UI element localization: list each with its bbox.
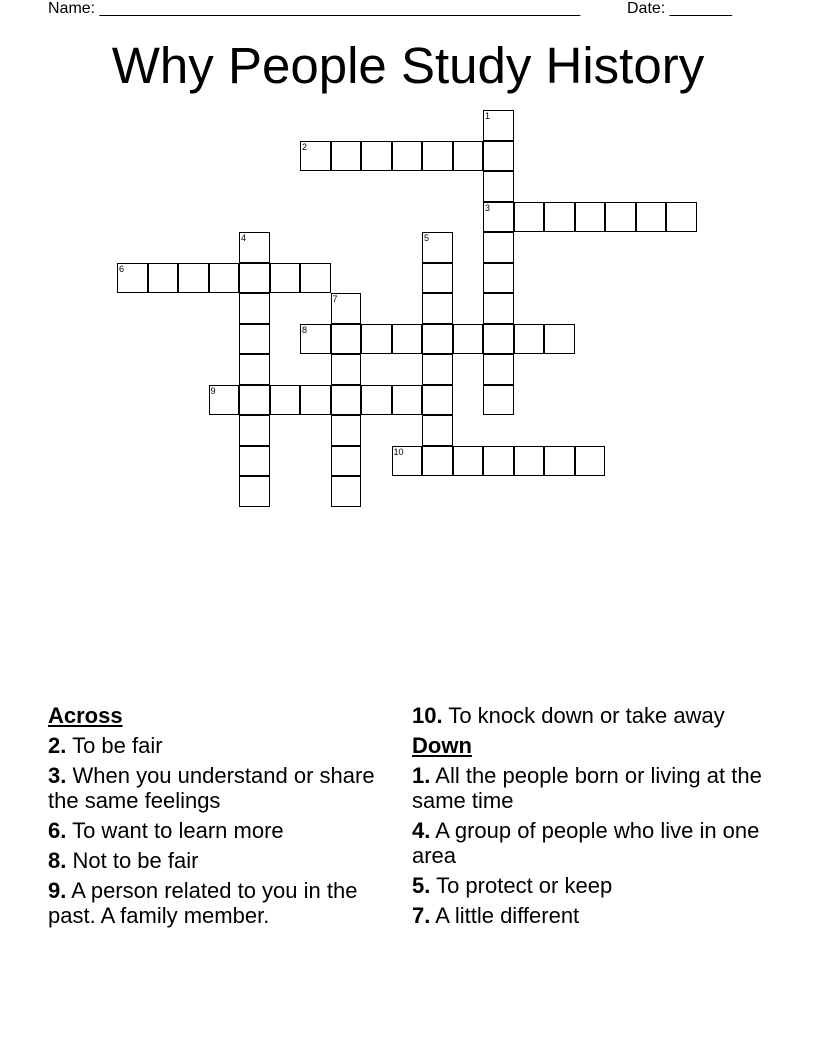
crossword-cell[interactable] — [483, 324, 514, 355]
crossword-cell[interactable] — [239, 446, 270, 477]
crossword-cell[interactable] — [331, 476, 362, 507]
clue-text: To be fair — [72, 733, 163, 758]
crossword-cell[interactable] — [209, 385, 240, 416]
clue-number: 9. — [48, 878, 67, 903]
cell-number: 8 — [302, 324, 308, 335]
page-title: Why People Study History — [111, 37, 705, 94]
across-clue-9 — [48, 878, 393, 928]
clue-text: To want to learn more — [72, 818, 284, 843]
clue-number: 6. — [48, 818, 67, 843]
crossword-cell[interactable] — [361, 385, 392, 416]
crossword-cell[interactable] — [483, 385, 514, 416]
clue-text: When you understand or share the same feelings — [48, 763, 375, 813]
clue-text: To knock down or take away — [448, 703, 725, 728]
clue-number: 7. — [412, 903, 431, 928]
date-line[interactable]: Date: _______ — [627, 0, 732, 17]
crossword-cell[interactable] — [483, 232, 514, 263]
crossword-cell[interactable] — [392, 324, 423, 355]
crossword-cell[interactable] — [392, 141, 423, 172]
cell-number: 4 — [241, 233, 247, 243]
crossword-cell[interactable] — [514, 324, 545, 355]
clue-text: A little different — [435, 903, 580, 928]
crossword-cell[interactable] — [209, 263, 240, 294]
down-heading: Down — [412, 733, 472, 758]
crossword-cell[interactable] — [422, 446, 453, 477]
crossword-cell[interactable] — [239, 385, 270, 416]
crossword-cell[interactable] — [239, 324, 270, 355]
clue-number: 10. — [412, 703, 443, 728]
crossword-cell[interactable] — [544, 324, 575, 355]
clue-text: To protect or keep — [436, 873, 613, 898]
crossword-cell[interactable] — [148, 263, 179, 294]
clue-text: A group of people who live in one area — [412, 818, 760, 868]
crossword-cell[interactable] — [422, 293, 453, 324]
cell-number: 5 — [424, 233, 430, 243]
crossword-cell[interactable] — [300, 141, 331, 172]
crossword-cell[interactable] — [483, 263, 514, 294]
cell-number: 10 — [393, 446, 404, 457]
cell-number: 9 — [210, 385, 216, 396]
across-clue-3 — [48, 763, 393, 813]
crossword-cell[interactable] — [239, 354, 270, 385]
down-clue-1 — [412, 763, 762, 813]
crossword-cell[interactable] — [575, 446, 606, 477]
clues-column-left — [48, 703, 393, 928]
crossword-cell[interactable] — [483, 110, 514, 141]
crossword-cell[interactable] — [636, 202, 667, 233]
crossword-cell[interactable] — [300, 263, 331, 294]
clue-number: 8. — [48, 848, 67, 873]
crossword-cell[interactable] — [422, 415, 453, 446]
clue-text: All the people born or living at the same time — [412, 763, 762, 813]
across-clue-10 — [412, 703, 762, 728]
crossword-cell[interactable] — [392, 385, 423, 416]
across-heading: Across — [48, 703, 123, 728]
crossword-cell[interactable] — [453, 141, 484, 172]
clue-number: 5. — [412, 873, 431, 898]
crossword-cell[interactable] — [422, 385, 453, 416]
across-clue-8 — [48, 848, 393, 873]
clue-number: 3. — [48, 763, 67, 788]
clue-number: 1. — [412, 763, 431, 788]
crossword-cell[interactable] — [361, 324, 392, 355]
crossword-cell[interactable] — [270, 263, 301, 294]
crossword-cell[interactable] — [422, 232, 453, 263]
clue-text: Not to be fair — [72, 848, 199, 873]
crossword-cell[interactable] — [483, 141, 514, 172]
down-clue-5 — [412, 873, 762, 898]
crossword-cell[interactable] — [239, 232, 270, 263]
crossword-cell[interactable] — [422, 354, 453, 385]
crossword-cell[interactable] — [483, 171, 514, 202]
crossword-cell[interactable] — [575, 202, 606, 233]
clues-column-right — [412, 703, 762, 928]
cell-number: 3 — [485, 202, 491, 213]
down-clue-4 — [412, 818, 762, 868]
crossword-cell[interactable] — [331, 324, 362, 355]
crossword-cell[interactable] — [544, 202, 575, 233]
name-line[interactable]: Name: ______________________________________________________ — [48, 0, 581, 17]
across-clue-6 — [48, 818, 393, 843]
crossword-cell[interactable] — [453, 324, 484, 355]
crossword-cell[interactable] — [331, 385, 362, 416]
crossword-cell[interactable] — [544, 446, 575, 477]
clue-text: A person related to you in the past. A family member. — [48, 878, 358, 928]
crossword-cell[interactable] — [331, 293, 362, 324]
crossword-cell[interactable] — [300, 324, 331, 355]
cell-number: 7 — [332, 294, 338, 304]
crossword-cell[interactable] — [300, 385, 331, 416]
down-clue-7 — [412, 903, 762, 928]
crossword-cell[interactable] — [422, 141, 453, 172]
crossword-cell[interactable] — [331, 141, 362, 172]
crossword-cell[interactable] — [239, 263, 270, 294]
crossword-cell[interactable] — [331, 354, 362, 385]
crossword-cell[interactable] — [239, 415, 270, 446]
crossword-cell[interactable] — [514, 202, 545, 233]
cell-number: 1 — [485, 111, 491, 121]
crossword-cell[interactable] — [422, 263, 453, 294]
cell-number: 2 — [302, 141, 308, 152]
clue-number: 2. — [48, 733, 67, 758]
crossword-cell[interactable] — [331, 446, 362, 477]
crossword-cell[interactable] — [117, 263, 148, 294]
crossword-cell[interactable] — [514, 446, 545, 477]
across-clue-2 — [48, 733, 393, 758]
crossword-cell[interactable] — [422, 324, 453, 355]
crossword-cell[interactable] — [453, 446, 484, 477]
cell-number: 6 — [119, 263, 125, 274]
crossword-cell[interactable] — [483, 354, 514, 385]
crossword-cell[interactable] — [483, 293, 514, 324]
crossword-cell[interactable] — [239, 476, 270, 507]
clue-number: 4. — [412, 818, 431, 843]
crossword-cell[interactable] — [361, 141, 392, 172]
crossword-cell[interactable] — [270, 385, 301, 416]
crossword-cell[interactable] — [392, 446, 423, 477]
crossword-cell[interactable] — [483, 202, 514, 233]
crossword-cell[interactable] — [605, 202, 636, 233]
crossword-cell[interactable] — [666, 202, 697, 233]
crossword-cell[interactable] — [239, 293, 270, 324]
crossword-cell[interactable] — [178, 263, 209, 294]
crossword-cell[interactable] — [331, 415, 362, 446]
crossword-cell[interactable] — [483, 446, 514, 477]
